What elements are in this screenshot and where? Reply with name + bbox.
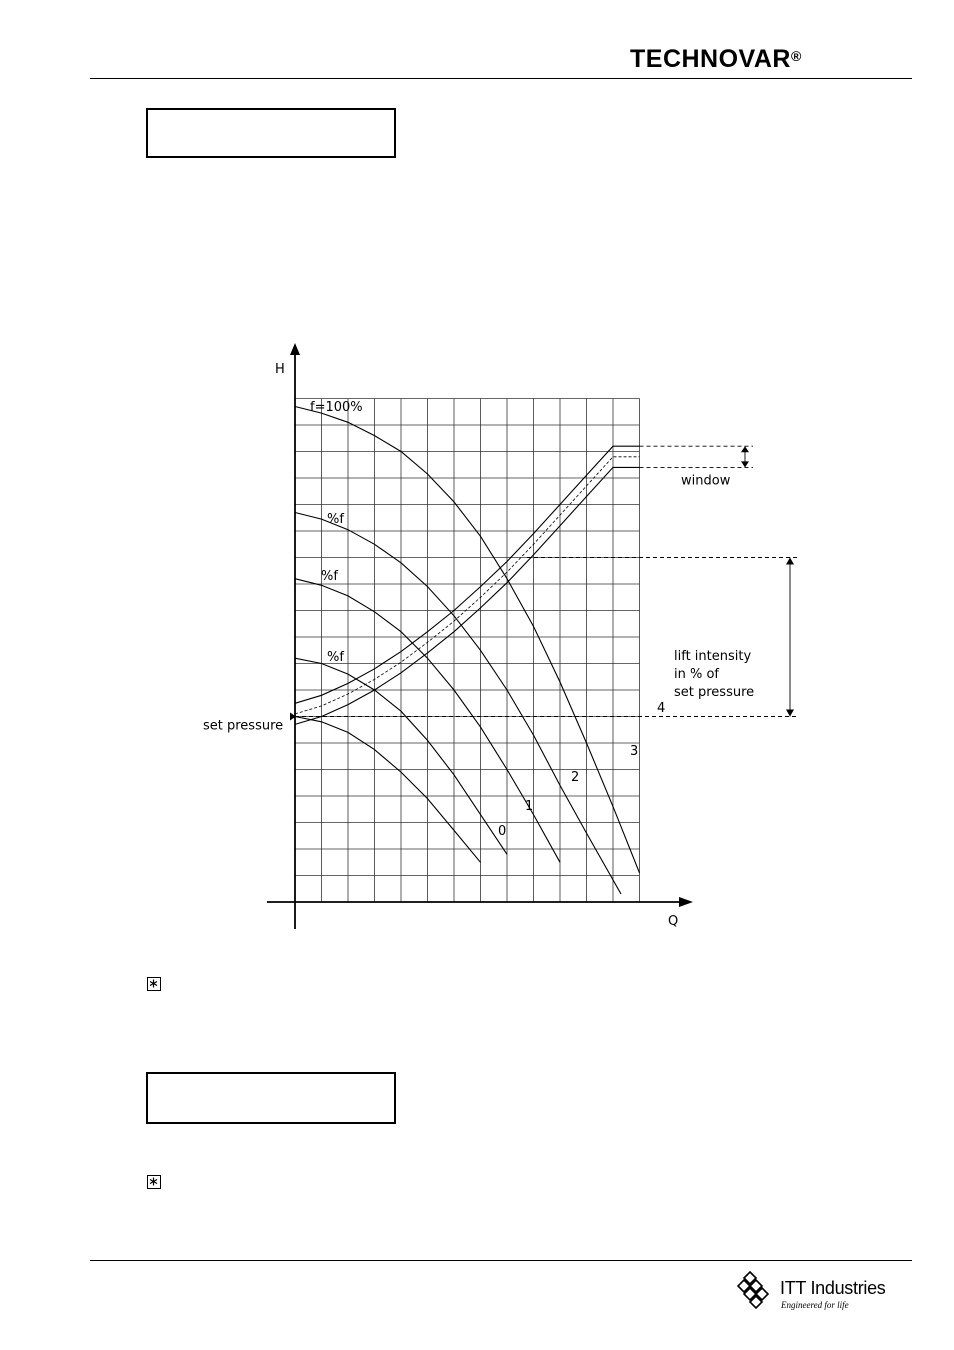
itt-company-name: ITT Industries xyxy=(780,1278,886,1298)
header-rule xyxy=(90,78,912,79)
pump-curve-4 xyxy=(295,407,640,873)
set-pressure-label: set pressure xyxy=(203,718,284,734)
pump-curve-end-label: 2 xyxy=(571,770,580,785)
pump-curve-end-label: 3 xyxy=(630,744,639,759)
pump-curve-name-label: %f xyxy=(321,569,338,584)
parameter-display-box xyxy=(146,1072,396,1124)
x-axis-arrow xyxy=(679,897,693,907)
window-arrow-bottom xyxy=(741,461,749,467)
lift-arrow-bottom xyxy=(786,710,794,717)
note-asterisk-icon xyxy=(147,977,161,991)
parameter-display-box xyxy=(146,108,396,158)
pump-curve-chart xyxy=(195,335,815,935)
lift-arrow-top xyxy=(786,558,794,565)
lift-intensity-label: set pressure xyxy=(674,685,755,700)
footer-rule xyxy=(90,1260,912,1261)
lift-intensity-label: lift intensity xyxy=(674,649,752,664)
x-axis-label: Q xyxy=(668,914,679,929)
pump-curve-end-label: 4 xyxy=(657,701,666,716)
pump-curve-0 xyxy=(295,717,481,863)
lift-intensity-label: in % of xyxy=(674,667,719,682)
window-label: window xyxy=(681,473,731,489)
window-arrow-top xyxy=(741,446,749,452)
technovar-logo xyxy=(630,44,802,74)
pump-curve-end-label: 1 xyxy=(525,799,534,814)
pump-curve-name-label: %f xyxy=(327,512,344,527)
pump-curve-name-label: f=100% xyxy=(310,400,363,415)
y-axis-label: H xyxy=(275,362,285,377)
itt-tagline: Engineered for life xyxy=(781,1300,849,1310)
note-asterisk-icon xyxy=(147,1175,161,1189)
registered-mark: ® xyxy=(790,48,802,64)
pump-curve-end-label: 0 xyxy=(498,824,507,839)
y-axis-arrow xyxy=(290,343,300,355)
brand-name: TECHNOVAR xyxy=(630,45,791,73)
pump-curve-3 xyxy=(295,513,621,895)
pump-curve-name-label: %f xyxy=(327,650,344,665)
